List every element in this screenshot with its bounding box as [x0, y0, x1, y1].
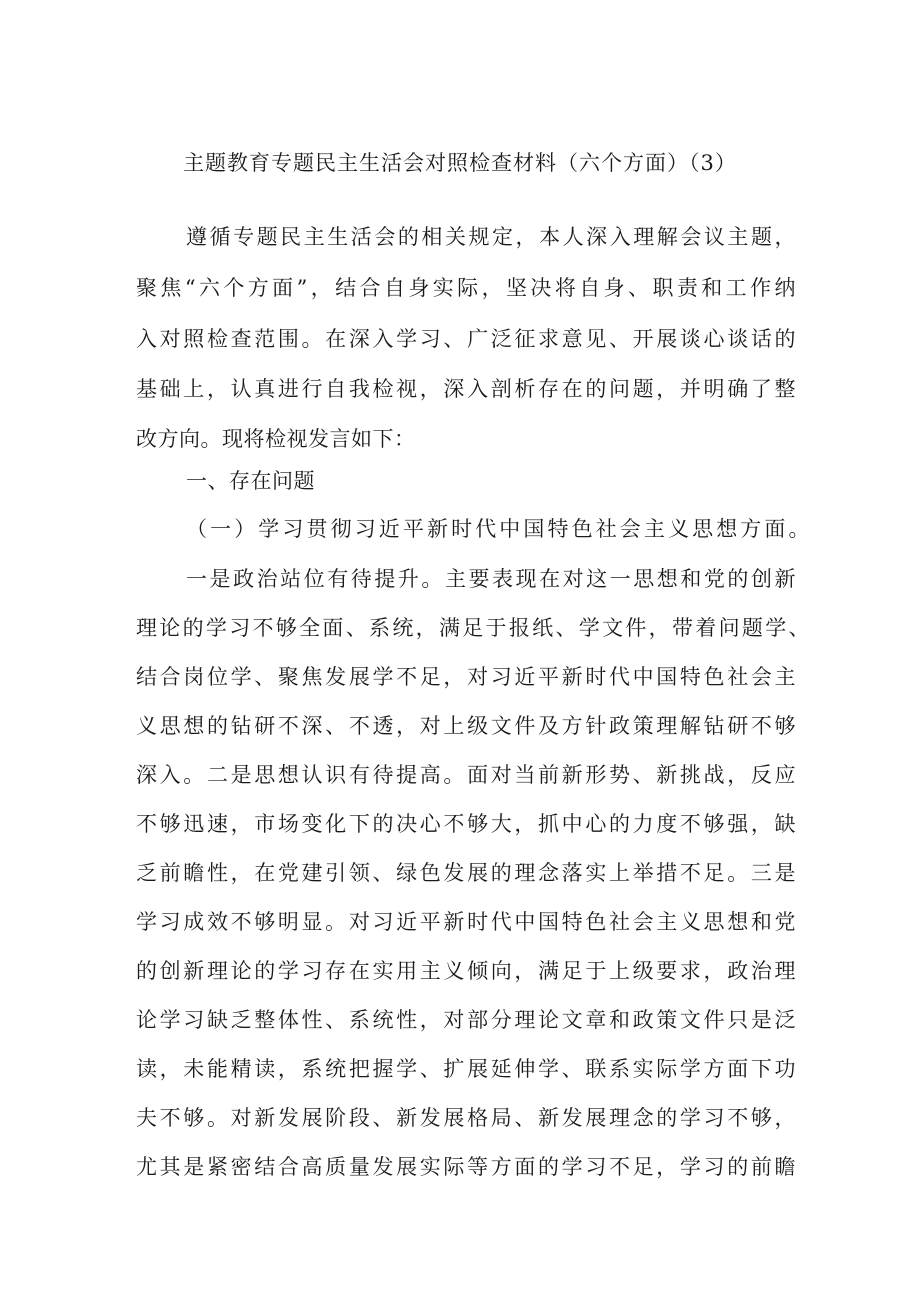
- intro-line-2: 聚焦“六个方面”，结合自身实际，坚决将自身、职责和工作纳: [136, 276, 796, 300]
- body-line-11: 读，未能精读，系统把握学、扩展延伸学、联系实际学方面下功: [136, 1057, 796, 1081]
- document-title: 主题教育专题民主生活会对照检查材料（六个方面）（3）: [183, 151, 737, 175]
- body-line-7: 乏前瞻性，在党建引领、绿色发展的理念落实上举措不足。三是: [136, 861, 796, 885]
- body-line-12: 夫不够。对新发展阶段、新发展格局、新发展理念的学习不够，: [136, 1106, 796, 1130]
- body-line-9: 的创新理论的学习存在实用主义倾向，满足于上级要求，政治理: [136, 959, 796, 983]
- subsection-heading: （一）学习贯彻习近平新时代中国特色社会主义思想方面。: [186, 517, 810, 541]
- body-line-1: 一是政治站位有待提升。主要表现在对这一思想和党的创新: [186, 567, 796, 591]
- body-line-10: 论学习缺乏整体性、系统性，对部分理论文章和政策文件只是泛: [136, 1008, 796, 1032]
- body-line-6: 不够迅速，市场变化下的决心不够大，抓中心的力度不够强，缺: [136, 812, 796, 836]
- intro-line-3: 入对照检查范围。在深入学习、广泛征求意见、开展谈心谈话的: [136, 327, 796, 351]
- section-heading: 一、存在问题: [186, 469, 315, 493]
- body-line-13: 尤其是紧密结合高质量发展实际等方面的学习不足，学习的前瞻: [136, 1155, 796, 1179]
- intro-line-4: 基础上，认真进行自我检视，深入剖析存在的问题，并明确了整: [136, 377, 796, 401]
- body-line-8: 学习成效不够明显。对习近平新时代中国特色社会主义思想和党: [136, 910, 796, 934]
- body-line-4: 义思想的钻研不深、不透，对上级文件及方针政策理解钻研不够: [136, 714, 796, 738]
- body-line-5: 深入。二是思想认识有待提高。面对当前新形势、新挑战，反应: [136, 763, 796, 787]
- body-line-3: 结合岗位学、聚焦发展学不足，对习近平新时代中国特色社会主: [136, 665, 796, 689]
- intro-line-5: 改方向。现将检视发言如下：: [136, 427, 416, 451]
- body-line-2: 理论的学习不够全面、系统，满足于报纸、学文件，带着问题学、: [136, 616, 810, 640]
- intro-line-1: 遵循专题民主生活会的相关规定，本人深入理解会议主题，: [186, 225, 796, 249]
